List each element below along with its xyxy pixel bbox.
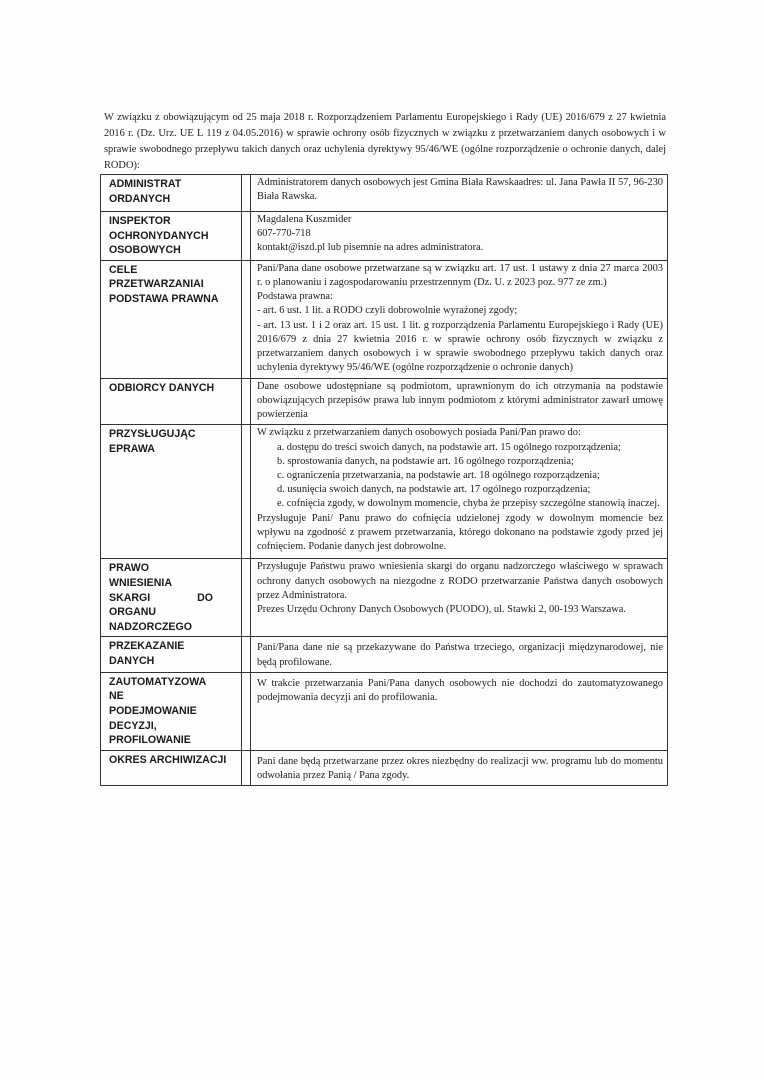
spacer-cell <box>242 672 251 750</box>
table-row-inspector <box>101 212 668 261</box>
row-value: Dane osobowe udostępniane są podmiotom, uprawnionym do ich otrzymania na podstawie obowiązujących przepisów prawa lub innym podmiotom z którymi administrator zawarł umowę powierzenia <box>251 378 668 425</box>
row-value: Magdalena Kuszmider 607-770-718 kontakt@iszd.pl lub pisemnie na adres administratora. <box>251 212 668 261</box>
row-label: ODBIORCY DANYCH <box>101 378 242 425</box>
row-label: INSPEKTOR OCHRONYDANYCH OSOBOWYCH <box>101 212 242 261</box>
row-label: PRAWO WNIESIENIA SKARGI DO ORGANU NADZORCZEGO <box>101 559 242 637</box>
spacer-cell <box>242 425 251 559</box>
table-row-purposes <box>101 260 668 378</box>
list-item: b. sprostowania danych, na podstawie art. 16 ogólnego rozporządzenia; <box>277 455 574 467</box>
table-row-archiving <box>101 750 668 785</box>
spacer-cell <box>242 637 251 672</box>
rodo-info-table <box>100 174 668 786</box>
table-row-recipients <box>101 378 668 425</box>
row-value: Pani/Pana dane osobowe przetwarzane są w związku art. 17 ust. 1 ustawy z dnia 27 marca 2003 r. o planowaniu i zagospodarowaniu przestrzennym (Dz. U. z 2023 poz. 977 ze zm.) Podstawa prawna: - art. 6 ust. 1 lit. a RODO czyli dobrowolnie wyrażonej zgody; - art. 13 ust. 1 i 2 oraz art. 15 ust. 1 lit. g rozporządzenia Parlamentu Europejskiego i Rady (UE) 2016/679 z dnia 27 kwietnia 2016 r. w sprawie ochrony osób fizycznych w związku z przetwarzaniem danych osobowych i w sprawie swobodnego przepływu takich danych oraz uchylenia dyrektywy 95/46/WE (ogólne rozporządzenie o ochronie danych) <box>251 260 668 378</box>
spacer-cell <box>242 378 251 425</box>
spacer-cell <box>242 260 251 378</box>
table-row-administrator <box>101 175 668 212</box>
row-value: Administratorem danych osobowych jest Gmina Biała Rawskaadres: ul. Jana Pawła II 57, 96-230 Biała Rawska. <box>251 175 668 212</box>
intro-paragraph: W związku z obowiązującym od 25 maja 2018 r. Rozporządzeniem Parlamentu Europejskiego i Rady (UE) 2016/679 z 27 kwietnia 2016 r. (Dz. Urz. UE L 119 z 04.05.2016) w sprawie ochrony osób fizycznych w związku z przetwarzaniem danych osobowych i w sprawie swobodnego przepływu takich danych oraz uchylenia dyrektywy 95/46/WE (ogólne rozporządzenie o ochronie danych, dalej RODO): <box>104 112 666 171</box>
row-label: PRZEKAZANIE DANYCH <box>101 637 242 672</box>
list-item: d. usunięcia swoich danych, na podstawie art. 17 ogólnego rozporządzenia; <box>277 484 591 496</box>
row-label: OKRES ARCHIWIZACJI <box>101 750 242 785</box>
spacer-cell <box>242 559 251 637</box>
spacer-cell <box>242 175 251 212</box>
list-item: e. cofnięcia zgody, w dowolnym momencie, chyba że przepisy szczególne stanowią inaczej. <box>277 498 660 510</box>
row-value: Pani dane będą przetwarzane przez okres niezbędny do realizacji ww. programu lub do momentu odwołania przez Panią / Pana zgody. <box>251 750 668 785</box>
row-label: CELE PRZETWARZANIAI PODSTAWA PRAWNA <box>101 260 242 378</box>
list-item: c. ograniczenia przetwarzania, na podstawie art. 18 ogólnego rozporządzenia; <box>277 470 600 481</box>
table-row-automated <box>101 672 668 750</box>
spacer-cell <box>242 750 251 785</box>
row-label: ZAUTOMATYZOWA NE PODEJMOWANIE DECYZJI, PROFILOWANIE <box>101 672 242 750</box>
row-label: ADMINISTRAT ORDANYCH <box>101 175 242 212</box>
table-row-rights <box>101 425 668 559</box>
spacer-cell <box>242 212 251 261</box>
table-row-transfer <box>101 637 668 672</box>
table-row-complaint <box>101 559 668 637</box>
row-label: PRZYSŁUGUJĄC EPRAWA <box>101 425 242 559</box>
row-value: Pani/Pana dane nie są przekazywane do Państwa trzeciego, organizacji międzynarodowej, nie będą profilowane. <box>251 637 668 672</box>
contact-email: kontakt@iszd.pl lub pisemnie na adres administratora. <box>257 242 484 254</box>
list-item: a. dostępu do treści swoich danych, na podstawie art. 15 ogólnego rozporządzenia; <box>277 441 621 453</box>
row-value: W trakcie przetwarzania Pani/Pana danych osobowych nie dochodzi do zautomatyzowanego podejmowania decyzji ani do profilowania. <box>251 672 668 750</box>
row-value: W związku z przetwarzaniem danych osobowych posiada Pani/Pan prawo do: a. dostępu do treści swoich danych, na podstawie art. 15 ogólnego rozporządzenia; b. sprostowania danych, na podstawie art. 16 ogólnego rozporządzenia; c. ograniczenia przetwarzania, na podstawie art. 18 ogólnego rozporządzenia; d. usunięcia swoich danych, na podstawie art. 17 ogólnego rozporządzenia; e. cofnięcia zgody, w dowolnym momencie, chyba że przepisy szczególne stanowią inaczej. Przysługuje Pani/ Panu prawo do cofnięcia udzielonej zgody w dowolnym momencie bez wpływu na zgodność z prawem przetwarzania, którego dokonano na podstawie zgody przed jej cofnięciem. Podanie danych jest dobrowolne. <box>251 425 668 559</box>
row-value: Przysługuje Państwu prawo wniesienia skargi do organu nadzorczego właściwego w sprawach ochrony danych osobowych na niezgodne z RODO przetwarzanie Państwa danych osobowych przez Administratora. Prezes Urzędu Ochrony Danych Osobowych (PUODO), ul. Stawki 2, 00-193 Warszawa. <box>251 559 668 637</box>
